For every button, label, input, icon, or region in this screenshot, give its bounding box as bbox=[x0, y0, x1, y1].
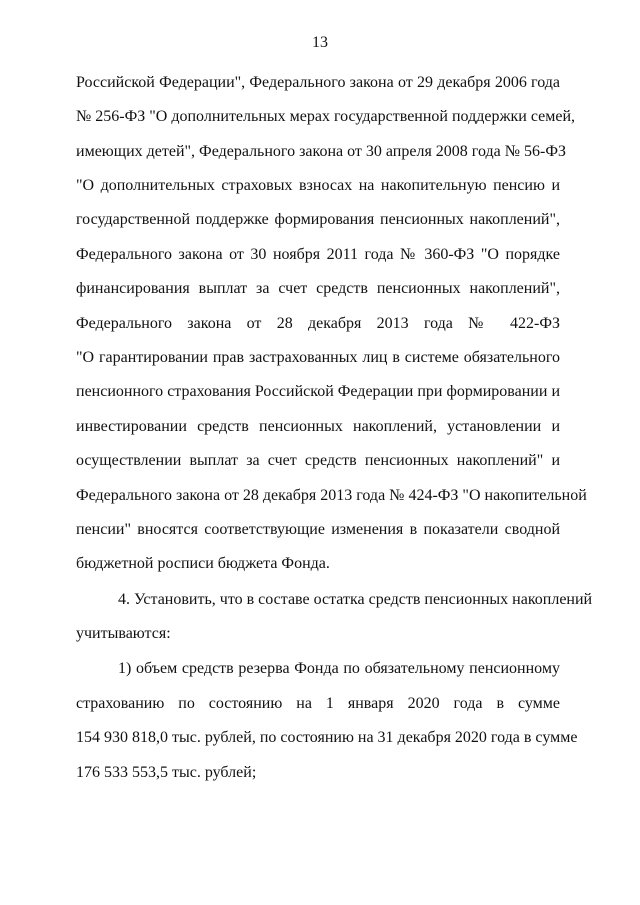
subparagraph-1-line: 1) объем средств резерва Фонда по обязательному пенсионному bbox=[118, 660, 560, 677]
text-line: "О гарантировании прав застрахованных лиц в системе обязательного bbox=[76, 349, 560, 366]
paragraph-4-line: учитываются: bbox=[76, 625, 171, 642]
subparagraph-1-line: 176 533 553,5 тыс. рублей; bbox=[76, 764, 257, 781]
text-line: "О дополнительных страховых взносах на накопительную пенсию и bbox=[76, 177, 560, 194]
text-line: Российской Федерации", Федерального закона от 29 декабря 2006 года bbox=[76, 74, 560, 91]
text-line: Федерального закона от 28 декабря 2013 года № 422-ФЗ bbox=[76, 315, 560, 332]
text-line: государственной поддержке формирования пенсионных накоплений", bbox=[76, 211, 560, 228]
page-number: 13 bbox=[312, 34, 328, 51]
text-line: осуществлении выплат за счет средств пенсионных накоплений" и bbox=[76, 452, 560, 469]
text-line: пенсионного страхования Российской Федерации при формировании и bbox=[76, 383, 560, 400]
text-line: пенсии" вносятся соответствующие изменения в показатели сводной bbox=[76, 521, 560, 538]
text-line: бюджетной росписи бюджета Фонда. bbox=[76, 555, 330, 572]
text-line: Федерального закона от 30 ноября 2011 года № 360-ФЗ "О порядке bbox=[76, 246, 560, 263]
subparagraph-1-line: 154 930 818,0 тыс. рублей, по состоянию на 31 декабря 2020 года в сумме bbox=[76, 729, 578, 746]
text-line: имеющих детей", Федерального закона от 30 апреля 2008 года № 56-ФЗ bbox=[76, 143, 566, 160]
subparagraph-1-line: страхованию по состоянию на 1 января 2020 года в сумме bbox=[76, 695, 560, 712]
text-line: финансирования выплат за счет средств пенсионных накоплений", bbox=[76, 280, 560, 297]
text-line: инвестировании средств пенсионных накоплений, установлении и bbox=[76, 418, 560, 435]
paragraph-4-line: 4. Установить, что в составе остатка средств пенсионных накоплений bbox=[118, 591, 593, 608]
text-line: № 256-ФЗ "О дополнительных мерах государственной поддержки семей, bbox=[76, 108, 576, 125]
text-line: Федерального закона от 28 декабря 2013 года № 424-ФЗ "О накопительной bbox=[76, 487, 587, 504]
